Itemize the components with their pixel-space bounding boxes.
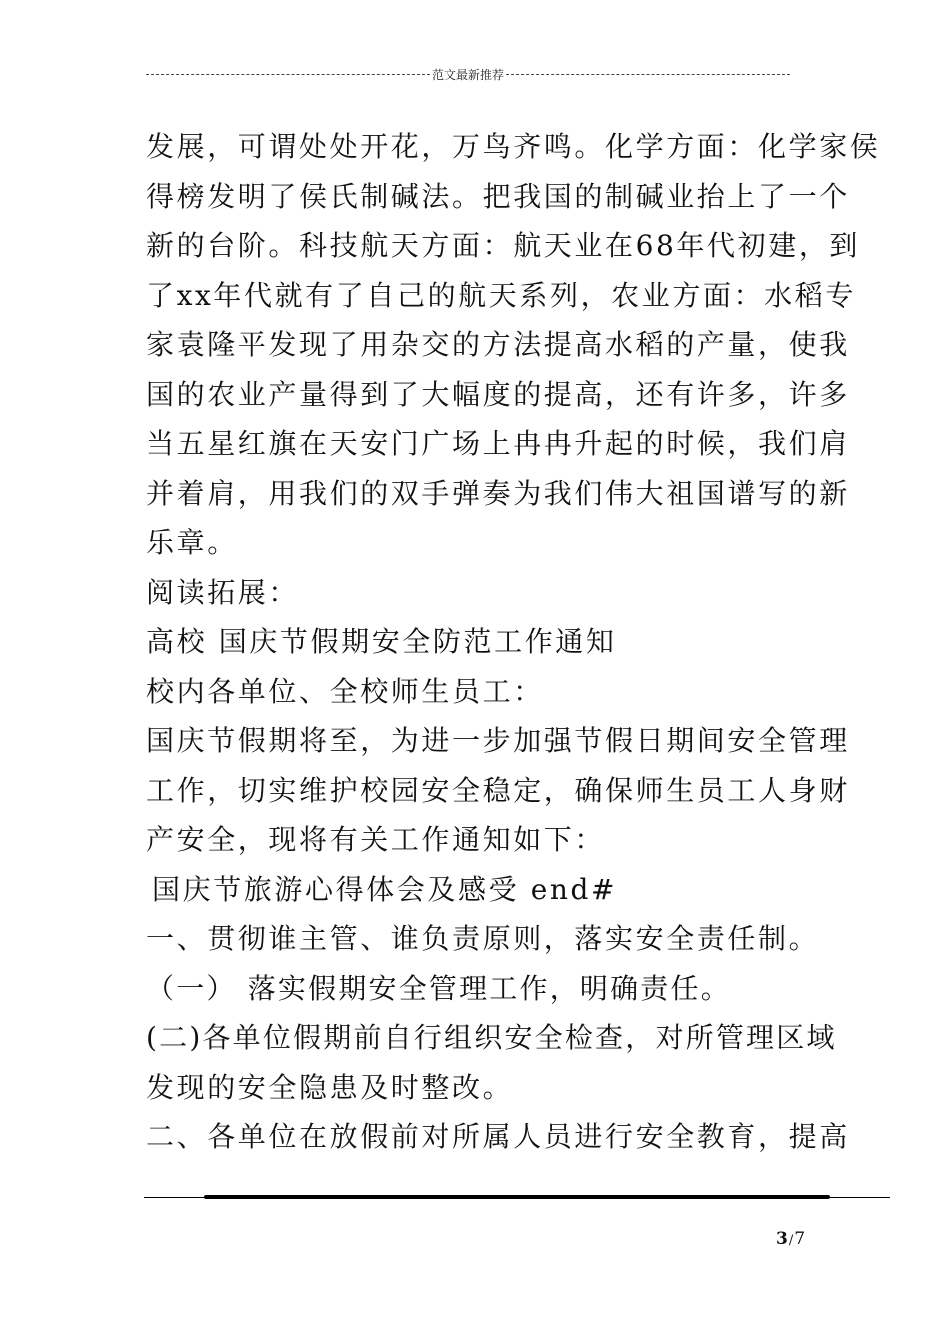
header-title: 范文最新推荐 bbox=[432, 68, 505, 82]
page-number-total: 7 bbox=[794, 1229, 806, 1249]
notice-title: 高校 国庆节假期安全防范工作通知 bbox=[146, 625, 617, 658]
text-line: 当五星红旗在天安门广场上冉冉升起的时候，我们肩 bbox=[146, 427, 850, 460]
text-line: 产安全，现将有关工作通知如下： bbox=[146, 823, 606, 856]
page-number-current: 3 bbox=[776, 1229, 788, 1249]
section-label: 阅读拓展： bbox=[146, 575, 300, 609]
text-line: 发展，可谓处处开花，万鸟齐鸣。化学方面：化学家侯 bbox=[146, 130, 881, 163]
document-body bbox=[146, 122, 881, 1162]
list-subitem-2: (二)各单位假期前自行组织安全检查，对所管理区域 bbox=[146, 1021, 837, 1054]
text-line: 发现的安全隐患及时整改。 bbox=[146, 1070, 514, 1104]
page-number bbox=[776, 1229, 805, 1249]
footer-rule-thick bbox=[204, 1195, 830, 1199]
header-dashed-rule-right bbox=[506, 74, 790, 75]
text-line: 工作，切实维护校园安全稳定，确保师生员工人身财 bbox=[146, 773, 850, 807]
inserted-heading: 国庆节旅游心得体会及感受 end# bbox=[152, 872, 618, 906]
list-subitem-1: （一） 落实假期安全管理工作，明确责任。 bbox=[146, 971, 731, 1005]
text-line: 乐章。 bbox=[146, 526, 238, 559]
notice-salutation: 校内各单位、全校师生员工： bbox=[146, 674, 544, 708]
text-line: 新的台阶。科技航天方面：航天业在68年代初建，到 bbox=[146, 229, 861, 262]
page-number-separator: / bbox=[788, 1233, 794, 1248]
text-line: 国的农业产量得到了大幅度的提高，还有许多，许多 bbox=[146, 377, 850, 411]
text-line: 家袁隆平发现了用杂交的方法提高水稻的产量，使我 bbox=[146, 328, 850, 361]
list-heading-2: 二、各单位在放假前对所属人员进行安全教育，提高 bbox=[146, 1120, 850, 1153]
page-header bbox=[146, 66, 790, 83]
text-line: 得榜发明了侯氏制碱法。把我国的制碱业抬上了一个 bbox=[146, 179, 850, 213]
header-dashed-rule-left bbox=[146, 74, 430, 75]
list-heading-1: 一、贯彻谁主管、谁负责原则，落实安全责任制。 bbox=[146, 922, 820, 955]
text-line: 并着肩，用我们的双手弹奏为我们伟大祖国谱写的新 bbox=[146, 476, 850, 510]
text-line: 了xx年代就有了自己的航天系列，农业方面：水稻专 bbox=[146, 278, 856, 312]
text-line: 国庆节假期将至，为进一步加强节假日期间安全管理 bbox=[146, 724, 850, 757]
